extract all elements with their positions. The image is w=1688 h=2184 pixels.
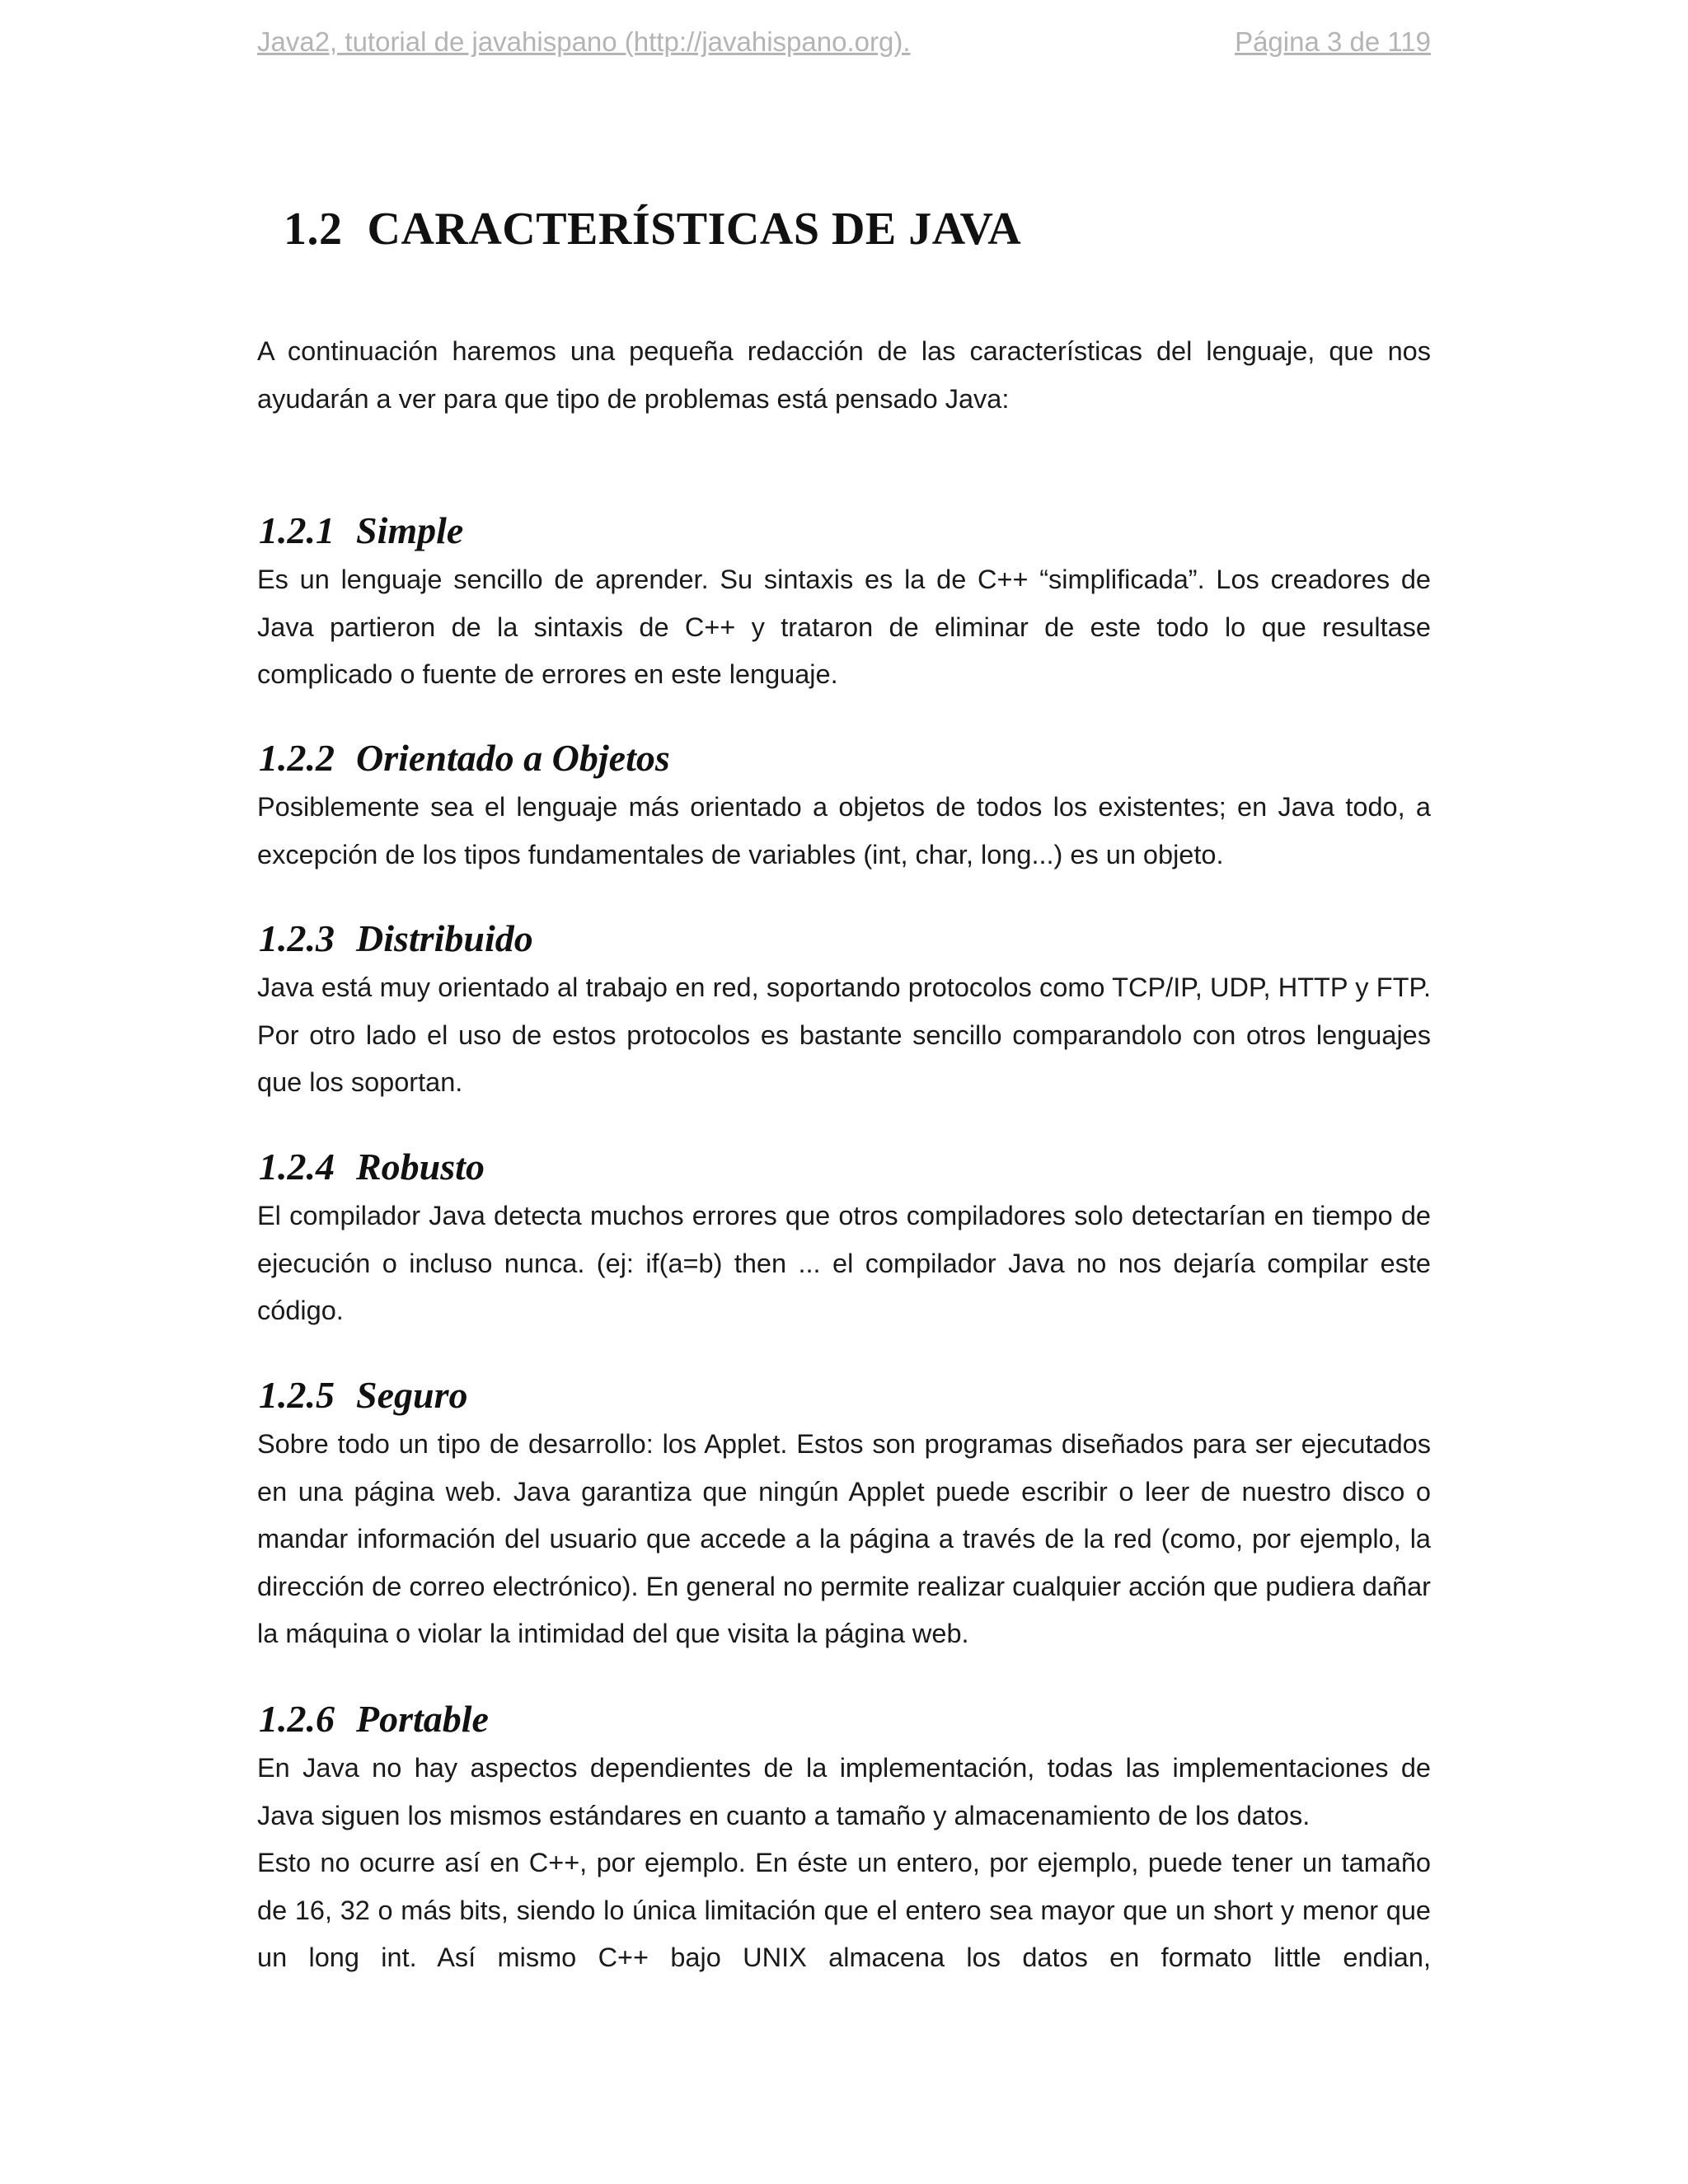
section-title-text: Portable [356, 1698, 489, 1740]
section-paragraph-portable-2: Esto no ocurre así en C++, por ejemplo. En éste un entero, por ejemplo, puede tener un tamaño de 16, 32 o más bits, siendo lo única limitación que el entero sea mayor que un short y menor que un long int. Así mismo C++ bajo UNIX almacena los datos en formato little endian, [257, 1848, 1431, 1972]
section-title-text: Seguro [356, 1374, 468, 1416]
section-number: 1.2.2 [259, 737, 335, 779]
section-title-text: Orientado a Objetos [356, 737, 670, 779]
section-title-text: Distribuido [356, 917, 533, 959]
section-paragraph-simple: Es un lenguaje sencillo de aprender. Su sintaxis es la de C++ “simplificada”. Los creadores de Java partieron de la sintaxis de C++ y trataron de eliminar de este todo lo que resultase complicado o fuente de errores en este lenguaje. [257, 565, 1431, 689]
section-number: 1.2.6 [259, 1698, 335, 1740]
section-paragraph-portable-1: En Java no hay aspectos dependientes de la implementación, todas las implementaciones de Java siguen los mismos estándares en cuanto a tamaño y almacenamiento de los datos. [257, 1753, 1431, 1830]
header-title-link[interactable]: Java2, tutorial de javahispano (http://javahispano.org). [257, 26, 911, 57]
section-number: 1.2.1 [259, 509, 335, 551]
page-header [257, 26, 1431, 68]
section-heading-orientado-a-objetos [259, 736, 670, 780]
section-number: 1.2.4 [259, 1146, 335, 1188]
intro-paragraph: A continuación haremos una pequeña redacción de las características del lenguaje, que nos ayudarán a ver para que tipo de problemas está pensado Java: [257, 336, 1431, 414]
section-paragraph-seguro: Sobre todo un tipo de desarrollo: los Applet. Estos son programas diseñados para ser ejecutados en una página web. Java garantiza que ningún Applet puede escribir o leer de nuestro disco o mandar información del usuario que accede a la página a través de la red (como, por ejemplo, la dirección de correo electrónico). En general no permite realizar cualquier acción que pudiera dañar la máquina o violar la intimidad del que visita la página web. [257, 1429, 1431, 1648]
chapter-number: 1.2 [284, 204, 343, 255]
section-heading-portable [259, 1697, 489, 1741]
chapter-title [284, 203, 1021, 255]
section-number: 1.2.5 [259, 1374, 335, 1416]
section-paragraph-distribuido: Java está muy orientado al trabajo en red, soportando protocolos como TCP/IP, UDP, HTTP y FTP. Por otro lado el uso de estos protocolos es bastante sencillo comparandolo con otros lenguajes que los soportan. [257, 972, 1431, 1097]
section-paragraph-orientado-a-objetos: Posiblemente sea el lenguaje más orientado a objetos de todos los existentes; en Java todo, a excepción de los tipos fundamentales de variables (int, char, long...) es un objeto. [257, 792, 1431, 869]
section-heading-seguro [259, 1373, 467, 1417]
section-title-text: Simple [356, 509, 464, 551]
section-title-text: Robusto [356, 1146, 485, 1188]
section-paragraph-robusto: El compilador Java detecta muchos errores que otros compiladores solo detectarían en tiempo de ejecución o incluso nunca. (ej: if(a=b) then ... el compilador Java no nos dejaría compilar este código. [257, 1201, 1431, 1325]
header-page-number: Página 3 de 119 [1235, 26, 1431, 57]
section-heading-simple [259, 509, 463, 552]
section-heading-robusto [259, 1145, 485, 1188]
chapter-title-text: CARACTERÍSTICAS DE JAVA [367, 204, 1022, 255]
section-number: 1.2.3 [259, 917, 335, 959]
section-heading-distribuido [259, 916, 533, 960]
